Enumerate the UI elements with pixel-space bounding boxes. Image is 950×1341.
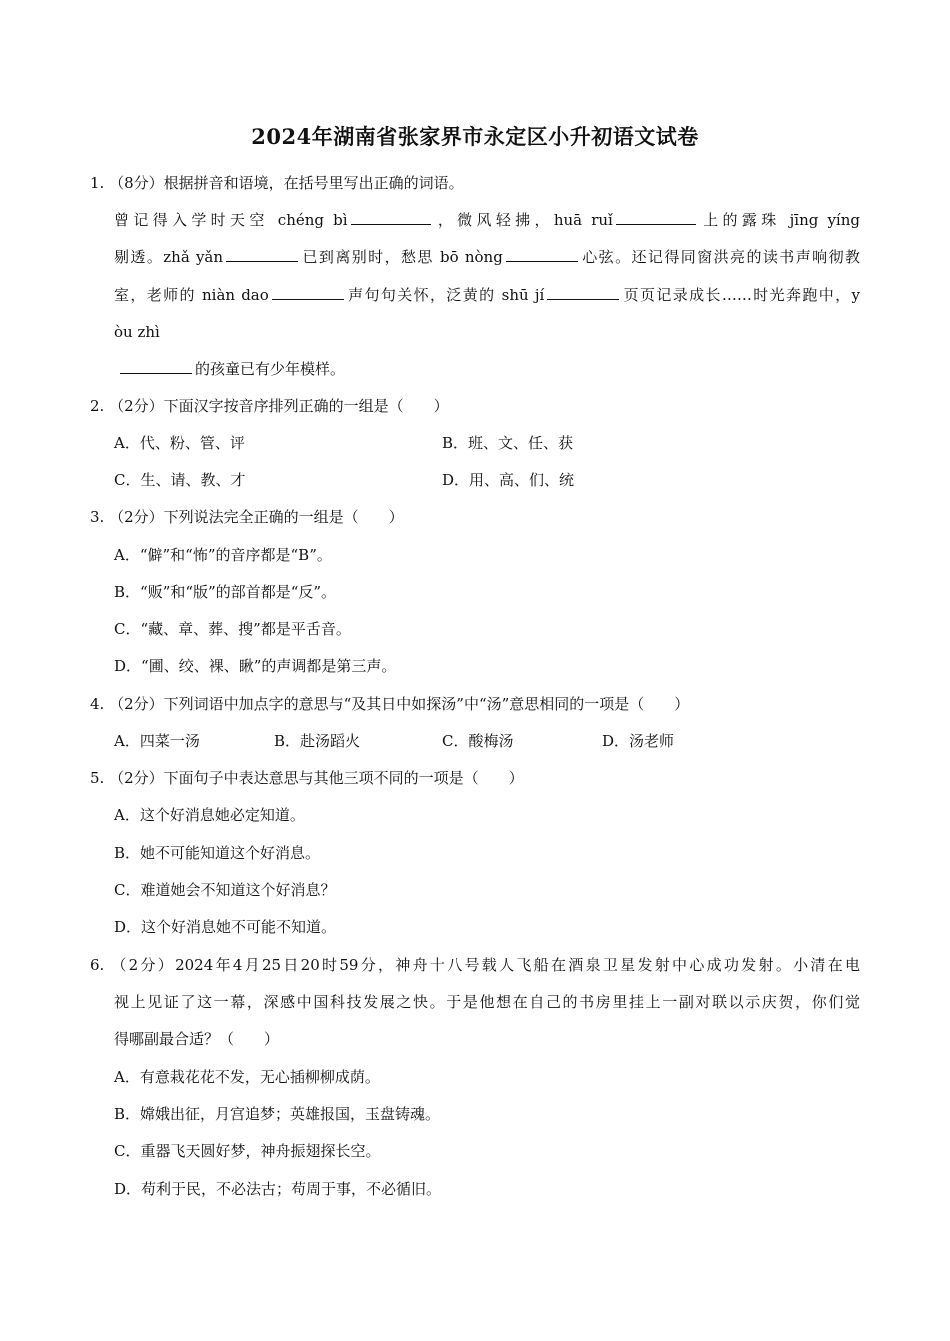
q3-stem: 3. （2分）下列说法完全正确的一组是（ ）: [90, 508, 404, 526]
q1-text: 曾记得入学时天空 chéng bì: [114, 211, 348, 229]
q1-text: 剔透。zhǎ yǎn: [114, 248, 224, 266]
page-title: 2024年湖南省张家界市永定区小升初语文试卷: [251, 124, 699, 149]
q1-blank-6[interactable]: [547, 285, 619, 300]
q3-option-c[interactable]: C．“藏、章、葬、搜”都是平舌音。: [114, 620, 351, 638]
q6-stem-line-1: 6. （2分）2024年4月25日20时59分，神舟十八号载人飞船在酒泉卫星发射中心成功发射。小清在电: [90, 956, 860, 974]
q1-text: ，微风轻拂，huā ruǐ: [433, 211, 613, 229]
q6-option-d[interactable]: D．苟利于民，不必法古；苟周于事，不必循旧。: [114, 1180, 442, 1198]
q4-option-d[interactable]: D．汤老师: [602, 732, 675, 750]
q3-option-b[interactable]: B．“贩”和“版”的部首都是“反”。: [114, 583, 337, 601]
q2-option-c[interactable]: C．生、请、教、才: [114, 471, 246, 489]
q6-option-b[interactable]: B．嫦娥出征，月宫追梦；英雄报国，玉盘铸魂。: [114, 1105, 441, 1123]
q6-stem-line-3: 得哪副最合适？（ ）: [114, 1030, 280, 1048]
q1-text: 的孩童已有少年模样。: [195, 360, 346, 378]
q1-stem: 1. （8分）根据拼音和语境，在括号里写出正确的词语。: [90, 174, 464, 192]
q3-option-d[interactable]: D．“圃、绞、裸、瞅”的声调都是第三声。: [114, 657, 397, 675]
q6-stem-line-2: 视上见证了这一幕，深感中国科技发展之快。于是他想在自己的书房里挂上一副对联以示庆贺，你们觉: [114, 993, 860, 1011]
q1-blank-5[interactable]: [272, 285, 344, 300]
q1-text: 心弦。还记得同窗洪亮的读书声响彻教: [580, 248, 860, 266]
q4-option-b[interactable]: B．赴汤蹈火: [274, 732, 361, 750]
q4-stem: 4. （2分）下列词语中加点字的意思与“及其日中如探汤”中“汤”意思相同的一项是（ ）: [90, 695, 690, 713]
q2-stem: 2. （2分）下面汉字按音序排列正确的一组是（ ）: [90, 397, 449, 415]
q6-option-a[interactable]: A．有意栽花花不发，无心插柳柳成荫。: [114, 1068, 380, 1086]
q3-option-a[interactable]: A．“僻”和“怖”的音序都是“B”。: [114, 546, 332, 564]
q4-option-a[interactable]: A．四菜一汤: [114, 732, 200, 750]
q1-line-5: [114, 358, 345, 380]
q1-blank-2[interactable]: [616, 210, 696, 225]
q1-line-3: [114, 284, 860, 306]
q1-blank-1[interactable]: [351, 210, 431, 225]
q5-option-d[interactable]: D．这个好消息她不可能不知道。: [114, 918, 337, 936]
q6-option-c[interactable]: C．重器飞天圆好梦，神舟振翅探长空。: [114, 1142, 381, 1160]
q2-option-a[interactable]: A．代、粉、管、评: [114, 434, 245, 452]
q1-text: 室，老师的 niàn dao: [114, 286, 269, 304]
q1-blank-3[interactable]: [226, 247, 298, 262]
q4-option-c[interactable]: C．酸梅汤: [442, 732, 514, 750]
q1-text: 已到离别时，愁思 bō nòng: [301, 248, 503, 266]
q2-option-b[interactable]: B．班、文、任、获: [442, 434, 574, 452]
q1-line-2: [114, 246, 860, 268]
q1-blank-7[interactable]: [120, 359, 192, 374]
q1-line-4: òu zhì: [114, 323, 160, 341]
q1-line-1: [114, 209, 860, 231]
q1-text: 页页记录成长……时光奔跑中，y: [622, 286, 860, 304]
q2-option-d[interactable]: D．用、高、们、统: [442, 471, 575, 489]
q5-stem: 5. （2分）下面句子中表达意思与其他三项不同的一项是（ ）: [90, 769, 524, 787]
q5-option-a[interactable]: A．这个好消息她必定知道。: [114, 806, 305, 824]
q5-option-b[interactable]: B．她不可能知道这个好消息。: [114, 844, 321, 862]
q1-text: 声句句关怀，泛黄的 shū jí: [346, 286, 545, 304]
q1-text: 上的露珠 jīng yíng: [698, 211, 860, 229]
q1-blank-4[interactable]: [506, 247, 578, 262]
q5-option-c[interactable]: C．难道她会不知道这个好消息？: [114, 881, 336, 899]
